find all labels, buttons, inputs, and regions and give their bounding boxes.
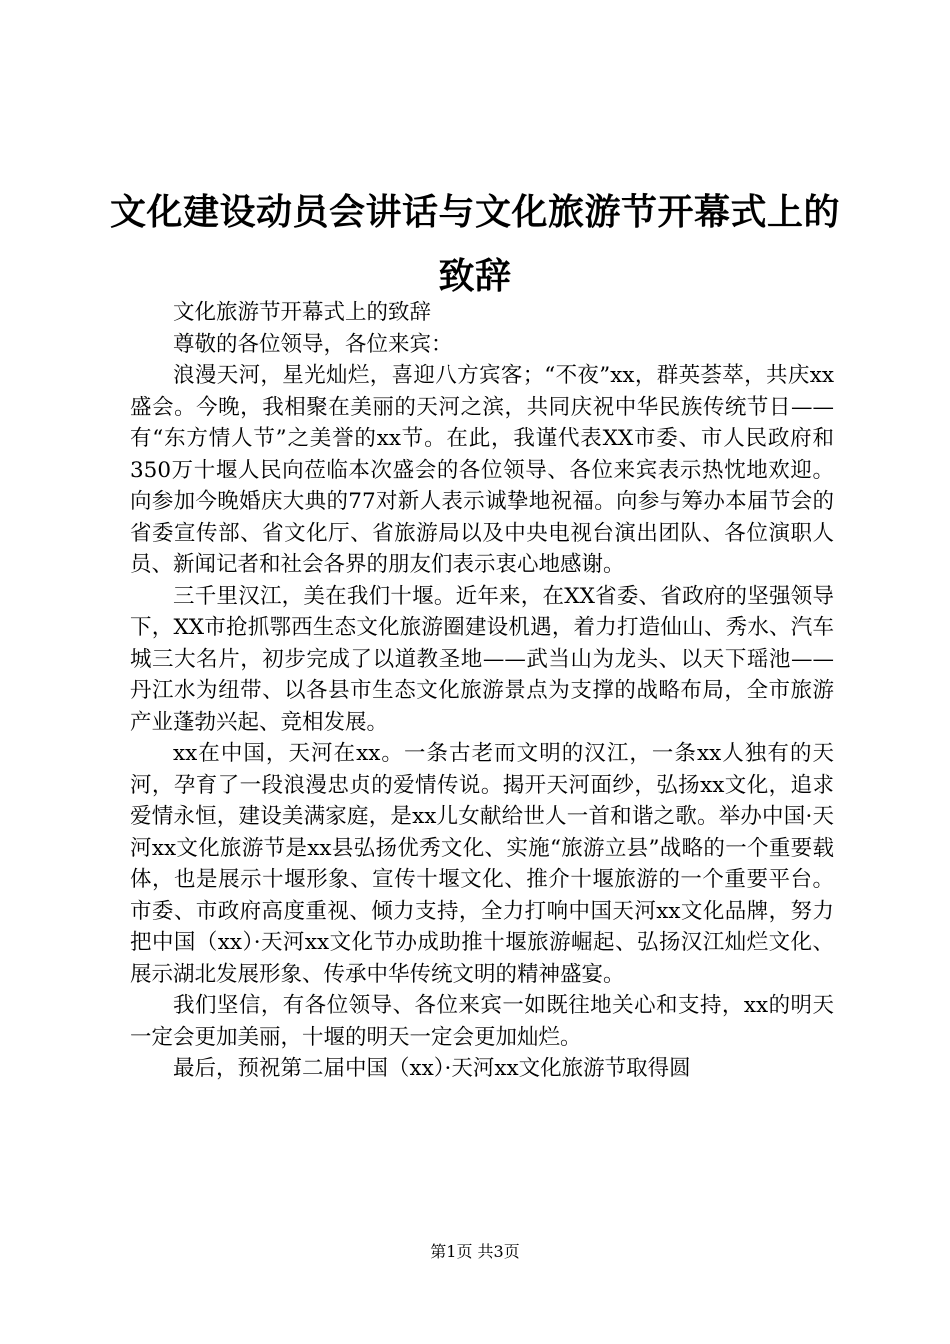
body-paragraph: 三千里汉江，美在我们十堰。近年来，在XX省委、省政府的坚强领导下，XX市抢抓鄂西生态文化旅游圈建设机遇，着力打造仙山、秀水、汽车城三大名片，初步完成了以道教圣地——武当山为龙头、以天下瑶池——丹江水为纽带、以各县市生态文化旅游景点为支撑的战略布局，全市旅游产业蓬勃兴起、竞相发展。: [130, 583, 834, 735]
document-title: 文化建设动员会讲话与文化旅游节开幕式上的致辞: [110, 191, 841, 297]
body-paragraph: 浪漫天河，星光灿烂，喜迎八方宾客；“不夜”xx，群英荟萃，共庆xx盛会。今晚，我相聚在美丽的天河之滨，共同庆祝中华民族传统节日——有“东方情人节”之美誉的xx节。在此，我谨代表XX市委、市人民政府和350万十堰人民向莅临本次盛会的各位领导、各位来宾表示热忱地欢迎。向参加今晚婚庆大典的77对新人表示诚挚地祝福。向参与筹办本届节会的省委宣传部、省文化厅、省旅游局以及中央电视台演出团队、各位演职人员、新闻记者和社会各界的朋友们表示衷心地感谢。: [130, 363, 834, 577]
body-paragraph: 我们坚信，有各位领导、各位来宾一如既往地关心和支持，xx的明天一定会更加美丽，十堰的明天一定会更加灿烂。: [130, 993, 834, 1050]
salutation-paragraph: 尊敬的各位领导，各位来宾：: [173, 331, 453, 357]
document-body: [130, 297, 834, 1085]
subtitle-paragraph: 文化旅游节开幕式上的致辞: [173, 300, 432, 325]
body-paragraph: 最后，预祝第二届中国（xx）·天河xx文化旅游节取得圆: [173, 1056, 691, 1081]
body-paragraph: xx在中国，天河在xx。一条古老而文明的汉江，一条xx人独有的天河，孕育了一段浪漫忠贞的爱情传说。揭开天河面纱，弘扬xx文化，追求爱情永恒，建设美满家庭，是xx儿女献给世人一首和谐之歌。举办中国·天河xx文化旅游节是xx县弘扬优秀文化、实施“旅游立县”战略的一个重要载体，也是展示十堰形象、宣传十堰文化、推介十堰旅游的一个重要平台。市委、市政府高度重视、倾力支持，全力打响中国天河xx文化品牌，努力把中国（xx）·天河xx文化节办成助推十堰旅游崛起、弘扬汉江灿烂文化、展示湖北发展形象、传承中华传统文明的精神盛宴。: [130, 741, 834, 987]
page-footer: 第1页 共3页: [430, 1242, 520, 1261]
